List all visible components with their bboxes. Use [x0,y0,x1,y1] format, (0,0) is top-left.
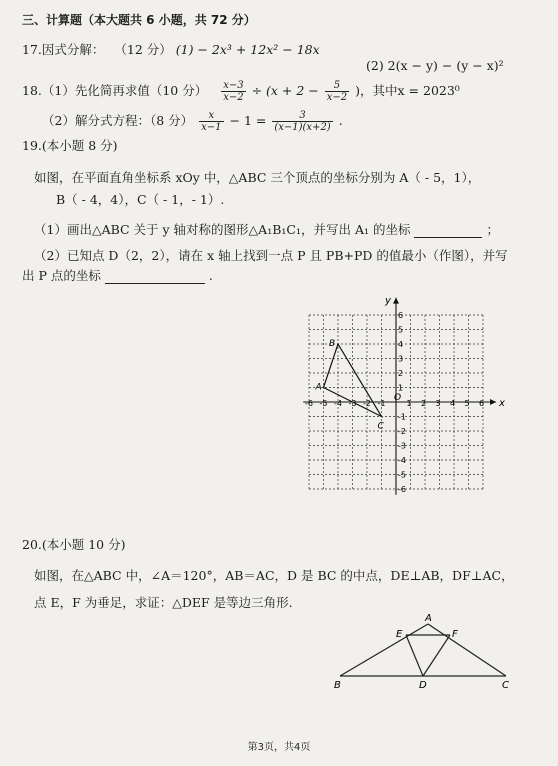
q18-part1-label: 18.（1）先化简再求值（10 分） [22,83,208,98]
segment-ab [340,624,428,676]
coordinate-grid [300,282,505,502]
q18-fraction-2 [325,80,349,103]
fraction-numerator: x [199,110,223,122]
point-label-a: A [315,382,322,393]
q18-eq-mid: − 1 = [229,113,267,128]
q20-title: 20.(本小题 10 分) [22,537,126,552]
section-title: 三、计算题（本大题共 6 小题，共 72 分） [22,13,256,27]
label-b: B [334,680,341,691]
q18-tail: )，其中x = 2023⁰ [355,83,460,98]
q19-part1-end: ； [486,222,499,237]
y-tick-label: 5 [398,325,404,335]
x-tick-label: -4 [334,399,342,408]
y-tick-label: -3 [398,441,406,451]
q18-part1 [22,80,460,103]
x-tick-label: -6 [305,399,313,408]
y-tick-label: 4 [398,340,404,349]
x-tick-label: 1 [406,399,412,408]
q19-stem-1: 如图，在平面直角坐标系 xOy 中，△ABC 三个顶点的坐标分别为 A（ - 5，1）， [34,170,481,185]
y-tick-label: -6 [398,485,406,494]
triangle-abc [315,339,385,432]
fraction-denominator: x−2 [223,92,244,103]
q18-fraction-1 [221,80,245,103]
q20-stem-1: 如图，在△ABC 中，∠A＝120°，AB＝AC，D 是 BC 的中点，DE⊥AB，DF⊥AC， [34,568,514,583]
label-f: F [452,629,458,640]
label-d: D [419,680,427,691]
q19-title: 19.(本小题 8 分) [22,138,118,153]
x-axis-label: x [498,398,505,409]
point-label-b: B [329,339,336,349]
q19-part1-text: （1）画出△ABC 关于 y 轴对称的图形△A₁B₁C₁，并写出 A₁ 的坐标 [34,222,411,237]
x-tick-label: -2 [363,399,371,408]
fraction-denominator: (x−1)(x+2) [274,122,331,133]
y-tick-label: -5 [398,470,406,480]
q18-eq-end: . [338,113,343,128]
y-axis-arrow [393,298,399,304]
q19-part2b [22,268,213,284]
fraction-denominator: x−1 [201,122,222,133]
x-tick-label: 3 [435,399,441,408]
x-tick-label: 2 [421,399,427,408]
answer-blank-p[interactable] [105,271,205,284]
q18-fraction-4 [272,110,332,133]
x-tick-label: 5 [464,399,470,408]
fraction-numerator: x−3 [223,80,244,91]
q17-label: 17.因式分解： [22,42,105,57]
y-tick-label: -4 [398,456,406,465]
label-c: C [502,680,509,691]
q19-part2a: （2）已知点 D（2，2），请在 x 轴上找到一点 P 且 PB+PD 的值最小（作图），并写 [34,248,508,263]
q19-part2-end: . [208,268,213,283]
origin-label: O [394,393,402,403]
x-tick-label: 4 [450,399,456,408]
y-axis-label: y [385,295,391,307]
q18-part2 [42,110,343,133]
x-tick-label: 6 [479,399,485,408]
q17-part1: (1) − 2x³ + 12x² − 18x [175,42,320,57]
x-tick-label: -3 [348,399,357,408]
q18-part2-label: （2）解分式方程：（8 分） [42,113,194,128]
fraction-numerator: 5 [325,80,349,92]
q17-line [22,42,320,58]
y-tick-label: 3 [398,354,404,364]
fraction-numerator: 3 [272,110,332,122]
y-tick-label: 1 [398,383,404,393]
q19-stem-2: B（ - 4，4），C（ - 1，- 1）. [56,192,225,207]
page-footer: 第3页，共4页 [247,742,311,753]
y-tick-label: -2 [398,427,406,436]
y-tick-label: -1 [398,412,406,422]
fraction-denominator: x−2 [326,92,348,103]
q20-stem-2: 点 E，F 为垂足，求证：△DEF 是等边三角形. [34,595,293,610]
label-e: E [396,629,403,640]
q18-fraction-3 [199,110,223,133]
triangle-diagram [330,610,520,690]
q19-part2b-text: 出 P 点的坐标 [22,268,101,283]
x-axis-arrow [490,399,496,405]
segment-df [423,635,450,676]
q17-points: （12 分） [114,42,172,57]
label-a: A [425,613,432,624]
answer-blank-a1[interactable] [414,225,482,238]
q19-part1 [34,222,499,238]
segment-de [406,635,423,676]
q17-part2: (2) 2(x − y) − (y − x)² [366,58,504,73]
x-tick-label: -5 [319,399,328,408]
y-tick-label: 6 [398,311,404,320]
x-tick-label: -1 [377,399,386,408]
point-label-c: C [377,421,384,432]
q18-mid: ÷ (x + 2 − [251,83,319,98]
y-tick-label: 2 [398,369,404,378]
